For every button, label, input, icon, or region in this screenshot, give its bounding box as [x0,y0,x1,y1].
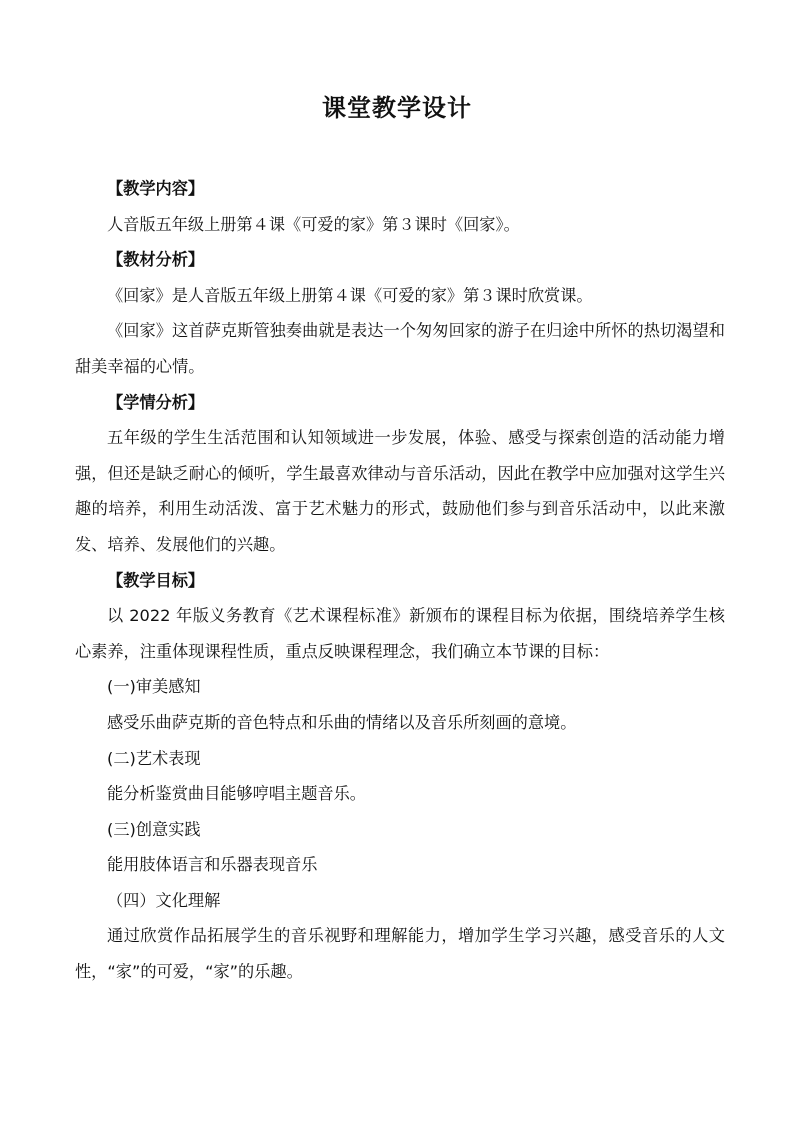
goal-label-culture: （四）文化理解 [107,890,221,910]
goal-text-aesthetic: 感受乐曲萨克斯的音色特点和乐曲的情绪以及音乐所刻画的意境。 [107,712,577,732]
document-body [75,171,725,990]
section-heading-goals: 【教学目标】 [107,570,205,590]
goal-text-creative: 能用肢体语言和乐器表现音乐 [107,855,318,875]
section-heading-content: 【教学内容】 [107,179,205,198]
goal-label-creative: (三)创意实践 [107,819,201,839]
learner-paragraph: 五年级的学生生活范围和认知领域进一步发展，体验、感受与探索创造的活动能力增强，但还是缺乏耐心的倾听，学生最喜欢律动与音乐活动，因此在教学中应加强对这学生兴趣的培养，利用生动活泼、富于艺术魅力的形式，鼓励他们参与到音乐活动中，以此来激发、培养、发展他们的兴趣。 [75,428,725,554]
material-paragraph-1: 《回家》是人音版五年级上册第４课《可爱的家》第３课时欣赏课。 [107,285,593,305]
page-title: 课堂教学设计 [322,94,472,122]
material-paragraph-2: 《回家》这首萨克斯管独奏曲就是表达一个匆匆回家的游子在归途中所怀的热切渴望和甜美幸福的心情。 [75,321,725,376]
goal-label-expression: (二)艺术表现 [107,748,201,768]
content-paragraph: 人音版五年级上册第４课《可爱的家》第３课时《回家》。 [107,214,520,234]
goal-text-culture: 通过欣赏作品拓展学生的音乐视野和理解能力，增加学生学习兴趣，感受音乐的人文性，“家”的可爱，“家”的乐趣。 [75,926,725,982]
goal-text-expression: 能分析鉴赏曲目能够哼唱主题音乐。 [107,784,366,804]
goals-intro-paragraph: 以 2022 年版义务教育《艺术课程标准》新颁布的课程目标为依据，围绕培养学生核心素养，注重体现课程性质，重点反映课程理念，我们确立本节课的目标： [75,606,725,661]
section-heading-material: 【教材分析】 [107,250,205,270]
goal-label-aesthetic: (一)审美感知 [107,677,201,697]
section-heading-learner: 【学情分析】 [107,392,205,412]
